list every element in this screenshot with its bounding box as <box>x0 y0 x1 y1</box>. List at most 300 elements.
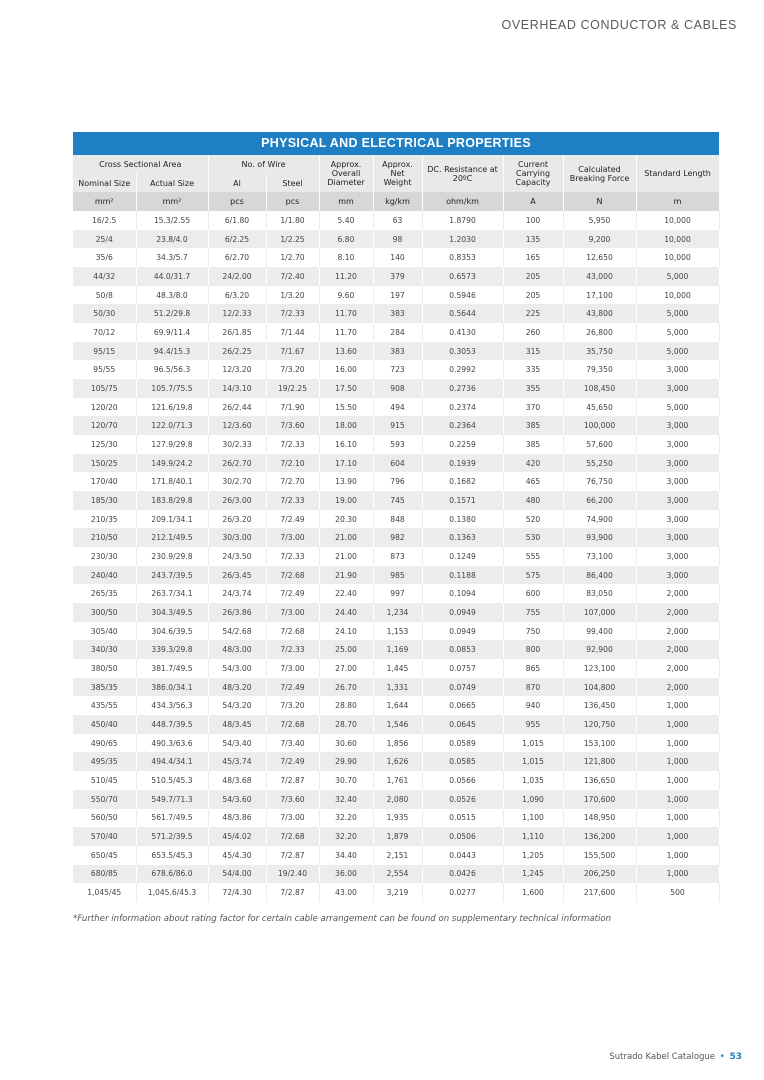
table-cell: 339.3/29.8 <box>136 640 208 659</box>
table-cell: 0.5644 <box>422 304 503 323</box>
table-cell: 30/2.70 <box>208 472 266 491</box>
table-cell: 1,331 <box>373 678 422 697</box>
table-cell: 26,800 <box>563 323 636 342</box>
table-title: PHYSICAL AND ELECTRICAL PROPERTIES <box>73 132 719 155</box>
table-cell: 530 <box>503 528 563 547</box>
table-cell: 3,219 <box>373 883 422 902</box>
table-cell: 1/1.80 <box>266 211 319 230</box>
table-cell: 5,000 <box>636 342 719 361</box>
table-cell: 13.60 <box>319 342 373 361</box>
table-cell: 1,644 <box>373 696 422 715</box>
table-cell: 2,000 <box>636 659 719 678</box>
table-cell: 48/3.00 <box>208 640 266 659</box>
table-cell: 18.00 <box>319 416 373 435</box>
table-cell: 3,000 <box>636 528 719 547</box>
table-cell: 240/40 <box>73 566 136 585</box>
table-row <box>73 547 719 566</box>
table-cell: 600 <box>503 584 563 603</box>
table-cell: 0.0526 <box>422 790 503 809</box>
table-row <box>73 734 719 753</box>
table-cell: 495/35 <box>73 752 136 771</box>
table-cell: 121.6/19.8 <box>136 398 208 417</box>
table-cell: 7/3.20 <box>266 696 319 715</box>
table-cell: 165 <box>503 248 563 267</box>
table-cell: 0.1571 <box>422 491 503 510</box>
table-cell: 7/1.44 <box>266 323 319 342</box>
table-cell: 48/3.45 <box>208 715 266 734</box>
table-cell: 22.40 <box>319 584 373 603</box>
table-cell: 21.00 <box>319 547 373 566</box>
table-cell: 122.0/71.3 <box>136 416 208 435</box>
table-cell: 0.1380 <box>422 510 503 529</box>
table-cell: 217,600 <box>563 883 636 902</box>
table-cell: 230.9/29.8 <box>136 547 208 566</box>
table-cell: 225 <box>503 304 563 323</box>
table-cell: 5,000 <box>636 323 719 342</box>
table-cell: 24/3.74 <box>208 584 266 603</box>
table-cell: 11.20 <box>319 267 373 286</box>
table-body <box>73 211 719 902</box>
table-cell: 265/35 <box>73 584 136 603</box>
table-cell: 0.1682 <box>422 472 503 491</box>
table-cell: 54/3.00 <box>208 659 266 678</box>
table-cell: 1,600 <box>503 883 563 902</box>
table-cell: 340/30 <box>73 640 136 659</box>
table-cell: 680/85 <box>73 865 136 884</box>
table-cell: 2,000 <box>636 622 719 641</box>
table-cell: 796 <box>373 472 422 491</box>
table-cell: 7/1.67 <box>266 342 319 361</box>
table-cell: 1,100 <box>503 809 563 828</box>
table-cell: 0.0645 <box>422 715 503 734</box>
table-cell: 5,950 <box>563 211 636 230</box>
table-cell: 24/2.00 <box>208 267 266 286</box>
table-cell: 243.7/39.5 <box>136 566 208 585</box>
table-cell: 7/2.87 <box>266 846 319 865</box>
table-cell: 74,900 <box>563 510 636 529</box>
table-cell: 205 <box>503 267 563 286</box>
table-cell: 494.4/34.1 <box>136 752 208 771</box>
table-cell: 560/50 <box>73 809 136 828</box>
table-cell: 448.7/39.5 <box>136 715 208 734</box>
table-cell: 1,035 <box>503 771 563 790</box>
table-row <box>73 342 719 361</box>
table-cell: 0.0585 <box>422 752 503 771</box>
table-cell: 465 <box>503 472 563 491</box>
table-row <box>73 248 719 267</box>
table-cell: 34.40 <box>319 846 373 865</box>
table-row <box>73 771 719 790</box>
table-cell: 100 <box>503 211 563 230</box>
header-nominal-size: Nominal Size <box>73 174 136 192</box>
table-cell: 549.7/71.3 <box>136 790 208 809</box>
table-cell: 25.00 <box>319 640 373 659</box>
table-cell: 1,169 <box>373 640 422 659</box>
table-cell: 1,245 <box>503 865 563 884</box>
table-cell: 7/2.87 <box>266 771 319 790</box>
table-cell: 381.7/49.5 <box>136 659 208 678</box>
table-cell: 650/45 <box>73 846 136 865</box>
unit-cell: m <box>636 192 719 211</box>
table-row <box>73 472 719 491</box>
table-cell: 123,100 <box>563 659 636 678</box>
table-cell: 755 <box>503 603 563 622</box>
table-cell: 30/2.33 <box>208 435 266 454</box>
table-cell: 2,000 <box>636 584 719 603</box>
table-cell: 48.3/8.0 <box>136 286 208 305</box>
table-cell: 997 <box>373 584 422 603</box>
table-cell: 7/1.90 <box>266 398 319 417</box>
table-cell: 0.0949 <box>422 622 503 641</box>
table-row <box>73 715 719 734</box>
table-cell: 2,080 <box>373 790 422 809</box>
table-cell: 750 <box>503 622 563 641</box>
table-cell: 3,000 <box>636 435 719 454</box>
units-row <box>73 192 719 211</box>
table-cell: 24/3.50 <box>208 547 266 566</box>
table-cell: 1,000 <box>636 696 719 715</box>
table-cell: 26/3.45 <box>208 566 266 585</box>
unit-cell: A <box>503 192 563 211</box>
table-cell: 35/6 <box>73 248 136 267</box>
header-approx-overall-diameter: Approx. Overall Diameter <box>319 155 373 192</box>
table-cell: 500 <box>636 883 719 902</box>
table-row <box>73 566 719 585</box>
table-cell: 50/30 <box>73 304 136 323</box>
table-cell: 16.00 <box>319 360 373 379</box>
table-row <box>73 659 719 678</box>
table-cell: 1,000 <box>636 865 719 884</box>
table-cell: 120,750 <box>563 715 636 734</box>
table-cell: 20.30 <box>319 510 373 529</box>
page-header: OVERHEAD CONDUCTOR & CABLES <box>501 18 737 32</box>
table-cell: 7/3.00 <box>266 809 319 828</box>
table-cell: 520 <box>503 510 563 529</box>
table-cell: 12/2.33 <box>208 304 266 323</box>
table-cell: 45,650 <box>563 398 636 417</box>
table-cell: 6/2.25 <box>208 230 266 249</box>
table-cell: 1,153 <box>373 622 422 641</box>
page-footer <box>609 1052 742 1062</box>
table-cell: 43.00 <box>319 883 373 902</box>
table-cell: 0.4130 <box>422 323 503 342</box>
table-cell: 7/2.33 <box>266 304 319 323</box>
table-cell: 28.70 <box>319 715 373 734</box>
table-cell: 1,761 <box>373 771 422 790</box>
table-cell: 315 <box>503 342 563 361</box>
table-cell: 209.1/34.1 <box>136 510 208 529</box>
table-cell: 171.8/40.1 <box>136 472 208 491</box>
table-cell: 1/2.70 <box>266 248 319 267</box>
table-cell: 104,800 <box>563 678 636 697</box>
table-cell: 0.0426 <box>422 865 503 884</box>
header-no-of-wire: No. of Wire <box>208 155 319 174</box>
table-row <box>73 640 719 659</box>
table-cell: 83,050 <box>563 584 636 603</box>
table-cell: 105/75 <box>73 379 136 398</box>
table-row <box>73 360 719 379</box>
table-cell: 7/2.49 <box>266 678 319 697</box>
table-cell: 212.1/49.5 <box>136 528 208 547</box>
table-cell: 7/2.49 <box>266 584 319 603</box>
table-cell: 7/2.68 <box>266 715 319 734</box>
table-cell: 435/55 <box>73 696 136 715</box>
table-cell: 48/3.68 <box>208 771 266 790</box>
table-cell: 0.0665 <box>422 696 503 715</box>
table-cell: 2,000 <box>636 640 719 659</box>
table-cell: 3,000 <box>636 566 719 585</box>
table-cell: 550/70 <box>73 790 136 809</box>
table-row <box>73 678 719 697</box>
table-cell: 48/3.86 <box>208 809 266 828</box>
table-cell: 870 <box>503 678 563 697</box>
table-cell: 23.8/4.0 <box>136 230 208 249</box>
table-cell: 92,900 <box>563 640 636 659</box>
table-cell: 32.40 <box>319 790 373 809</box>
table-cell: 304.6/39.5 <box>136 622 208 641</box>
table-cell: 7/2.33 <box>266 547 319 566</box>
unit-cell: mm² <box>73 192 136 211</box>
table-cell: 1,000 <box>636 715 719 734</box>
footnote: *Further information about rating factor for certain cable arrangement can be found on supplementary technical information <box>73 914 612 924</box>
table-cell: 96.5/56.3 <box>136 360 208 379</box>
table-cell: 848 <box>373 510 422 529</box>
table-cell: 2,000 <box>636 678 719 697</box>
table-cell: 0.1249 <box>422 547 503 566</box>
table-cell: 35,750 <box>563 342 636 361</box>
table-cell: 9,200 <box>563 230 636 249</box>
table-cell: 26/3.86 <box>208 603 266 622</box>
table-cell: 95/55 <box>73 360 136 379</box>
table-cell: 73,100 <box>563 547 636 566</box>
table-cell: 72/4.30 <box>208 883 266 902</box>
table-row <box>73 398 719 417</box>
table-cell: 1,000 <box>636 846 719 865</box>
table-cell: 140 <box>373 248 422 267</box>
table-cell: 150/25 <box>73 454 136 473</box>
table-cell: 745 <box>373 491 422 510</box>
table-cell: 7/2.68 <box>266 827 319 846</box>
table-cell: 7/3.00 <box>266 659 319 678</box>
table-cell: 0.0757 <box>422 659 503 678</box>
table-cell: 865 <box>503 659 563 678</box>
table-cell: 5.40 <box>319 211 373 230</box>
table-cell: 480 <box>503 491 563 510</box>
table-cell: 7/3.40 <box>266 734 319 753</box>
table-cell: 2,151 <box>373 846 422 865</box>
table-row <box>73 528 719 547</box>
table-cell: 284 <box>373 323 422 342</box>
table-cell: 63 <box>373 211 422 230</box>
table-cell: 136,650 <box>563 771 636 790</box>
properties-table <box>73 155 720 902</box>
table-cell: 100,000 <box>563 416 636 435</box>
header-calculated-breaking-force: Calculated Breaking Force <box>563 155 636 192</box>
table-cell: 300/50 <box>73 603 136 622</box>
table-cell: 0.6573 <box>422 267 503 286</box>
table-cell: 7/2.49 <box>266 752 319 771</box>
table-cell: 0.0277 <box>422 883 503 902</box>
table-cell: 57,600 <box>563 435 636 454</box>
table-cell: 0.8353 <box>422 248 503 267</box>
table-cell: 210/50 <box>73 528 136 547</box>
table-cell: 1/2.25 <box>266 230 319 249</box>
table-cell: 7/2.40 <box>266 267 319 286</box>
table-cell: 1,879 <box>373 827 422 846</box>
table-cell: 95/15 <box>73 342 136 361</box>
table-cell: 54/3.40 <box>208 734 266 753</box>
table-cell: 12,650 <box>563 248 636 267</box>
table-cell: 0.2364 <box>422 416 503 435</box>
table-cell: 385 <box>503 416 563 435</box>
table-cell: 70/12 <box>73 323 136 342</box>
table-cell: 561.7/49.5 <box>136 809 208 828</box>
table-cell: 12/3.20 <box>208 360 266 379</box>
table-row <box>73 603 719 622</box>
table-row <box>73 790 719 809</box>
table-cell: 1.8790 <box>422 211 503 230</box>
table-cell: 170/40 <box>73 472 136 491</box>
table-cell: 982 <box>373 528 422 547</box>
header-approx-net-weight: Approx. Net Weight <box>373 155 422 192</box>
table-cell: 98 <box>373 230 422 249</box>
table-cell: 15.3/2.55 <box>136 211 208 230</box>
table-cell: 170,600 <box>563 790 636 809</box>
table-cell: 908 <box>373 379 422 398</box>
properties-table-container <box>73 132 719 902</box>
table-cell: 1,626 <box>373 752 422 771</box>
table-cell: 10,000 <box>636 248 719 267</box>
table-cell: 107,000 <box>563 603 636 622</box>
table-cell: 0.2259 <box>422 435 503 454</box>
table-cell: 2,000 <box>636 603 719 622</box>
table-cell: 260 <box>503 323 563 342</box>
table-cell: 14/3.10 <box>208 379 266 398</box>
table-cell: 3,000 <box>636 360 719 379</box>
table-cell: 44.0/31.7 <box>136 267 208 286</box>
table-cell: 571.2/39.5 <box>136 827 208 846</box>
table-cell: 0.2374 <box>422 398 503 417</box>
table-cell: 370 <box>503 398 563 417</box>
table-cell: 55,250 <box>563 454 636 473</box>
table-cell: 32.20 <box>319 809 373 828</box>
table-cell: 121,800 <box>563 752 636 771</box>
table-cell: 11.70 <box>319 323 373 342</box>
table-row <box>73 211 719 230</box>
table-cell: 19/2.40 <box>266 865 319 884</box>
table-row <box>73 435 719 454</box>
table-cell: 210/35 <box>73 510 136 529</box>
table-row <box>73 827 719 846</box>
table-row <box>73 491 719 510</box>
table-cell: 1,090 <box>503 790 563 809</box>
table-cell: 19/2.25 <box>266 379 319 398</box>
table-cell: 99,400 <box>563 622 636 641</box>
table-cell: 7/3.00 <box>266 528 319 547</box>
table-cell: 0.1939 <box>422 454 503 473</box>
table-cell: 26/1.85 <box>208 323 266 342</box>
table-cell: 29.90 <box>319 752 373 771</box>
table-cell: 36.00 <box>319 865 373 884</box>
header-current-carrying-capacity: Current Carrying Capacity <box>503 155 563 192</box>
table-cell: 155,500 <box>563 846 636 865</box>
unit-cell: pcs <box>266 192 319 211</box>
table-cell: 10,000 <box>636 230 719 249</box>
footer-separator: • <box>719 1052 725 1062</box>
table-cell: 7/2.70 <box>266 472 319 491</box>
table-cell: 555 <box>503 547 563 566</box>
table-cell: 1,935 <box>373 809 422 828</box>
table-cell: 108,450 <box>563 379 636 398</box>
header-al: Al <box>208 174 266 192</box>
table-cell: 10,000 <box>636 286 719 305</box>
table-cell: 26/2.25 <box>208 342 266 361</box>
table-cell: 5,000 <box>636 304 719 323</box>
table-cell: 7/3.00 <box>266 603 319 622</box>
table-cell: 1,110 <box>503 827 563 846</box>
table-cell: 723 <box>373 360 422 379</box>
table-cell: 5,000 <box>636 267 719 286</box>
table-cell: 183.8/29.8 <box>136 491 208 510</box>
table-cell: 16.10 <box>319 435 373 454</box>
table-cell: 32.20 <box>319 827 373 846</box>
table-row <box>73 752 719 771</box>
table-cell: 205 <box>503 286 563 305</box>
table-cell: 1,015 <box>503 734 563 753</box>
table-cell: 0.0853 <box>422 640 503 659</box>
table-cell: 34.3/5.7 <box>136 248 208 267</box>
table-cell: 383 <box>373 304 422 323</box>
table-cell: 26/3.20 <box>208 510 266 529</box>
table-cell: 136,200 <box>563 827 636 846</box>
table-cell: 26/3.00 <box>208 491 266 510</box>
table-row <box>73 865 719 884</box>
table-cell: 21.90 <box>319 566 373 585</box>
table-cell: 7/3.60 <box>266 416 319 435</box>
table-cell: 678.6/86.0 <box>136 865 208 884</box>
table-cell: 7/2.49 <box>266 510 319 529</box>
table-cell: 94.4/15.3 <box>136 342 208 361</box>
table-cell: 800 <box>503 640 563 659</box>
table-cell: 7/2.68 <box>266 622 319 641</box>
table-cell: 1,000 <box>636 790 719 809</box>
table-cell: 127.9/29.8 <box>136 435 208 454</box>
table-cell: 386.0/34.1 <box>136 678 208 697</box>
unit-cell: mm <box>319 192 373 211</box>
table-cell: 230/30 <box>73 547 136 566</box>
table-cell: 7/2.10 <box>266 454 319 473</box>
table-row <box>73 846 719 865</box>
table-row <box>73 286 719 305</box>
table-cell: 0.0749 <box>422 678 503 697</box>
table-cell: 420 <box>503 454 563 473</box>
table-cell: 1,205 <box>503 846 563 865</box>
table-cell: 185/30 <box>73 491 136 510</box>
table-cell: 45/3.74 <box>208 752 266 771</box>
table-row <box>73 883 719 902</box>
table-cell: 450/40 <box>73 715 136 734</box>
table-cell: 355 <box>503 379 563 398</box>
table-cell: 379 <box>373 267 422 286</box>
table-cell: 19.00 <box>319 491 373 510</box>
table-cell: 3,000 <box>636 510 719 529</box>
table-cell: 0.5946 <box>422 286 503 305</box>
table-cell: 45/4.30 <box>208 846 266 865</box>
table-cell: 27.00 <box>319 659 373 678</box>
table-cell: 0.0515 <box>422 809 503 828</box>
table-cell: 1,000 <box>636 734 719 753</box>
table-cell: 7/2.68 <box>266 566 319 585</box>
